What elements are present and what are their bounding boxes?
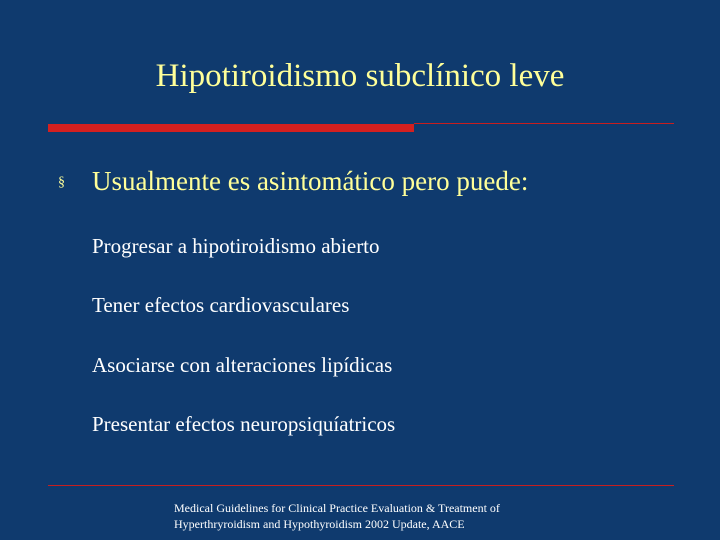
footer-citation-line: Medical Guidelines for Clinical Practice Evaluation & Treatment of (174, 501, 500, 515)
bullet-icon: § (58, 175, 65, 190)
sub-point: Asociarse con alteraciones lipídicas (92, 353, 393, 377)
footer-divider (48, 485, 674, 486)
footer-citation-line: Hyperthryroidism and Hypothyroidism 2002 Update, AACE (174, 517, 465, 531)
title-underline-thick (48, 124, 414, 132)
main-point: Usualmente es asintomático pero puede: (92, 166, 529, 196)
slide-title: Hipotiroidismo subclínico leve (155, 58, 565, 94)
sub-point: Progresar a hipotiroidismo abierto (92, 234, 380, 258)
sub-point: Tener efectos cardiovasculares (92, 293, 350, 317)
footer-citation (174, 500, 500, 532)
title-underline-thin (414, 123, 674, 124)
sub-point: Presentar efectos neuropsiquíatricos (92, 412, 396, 436)
